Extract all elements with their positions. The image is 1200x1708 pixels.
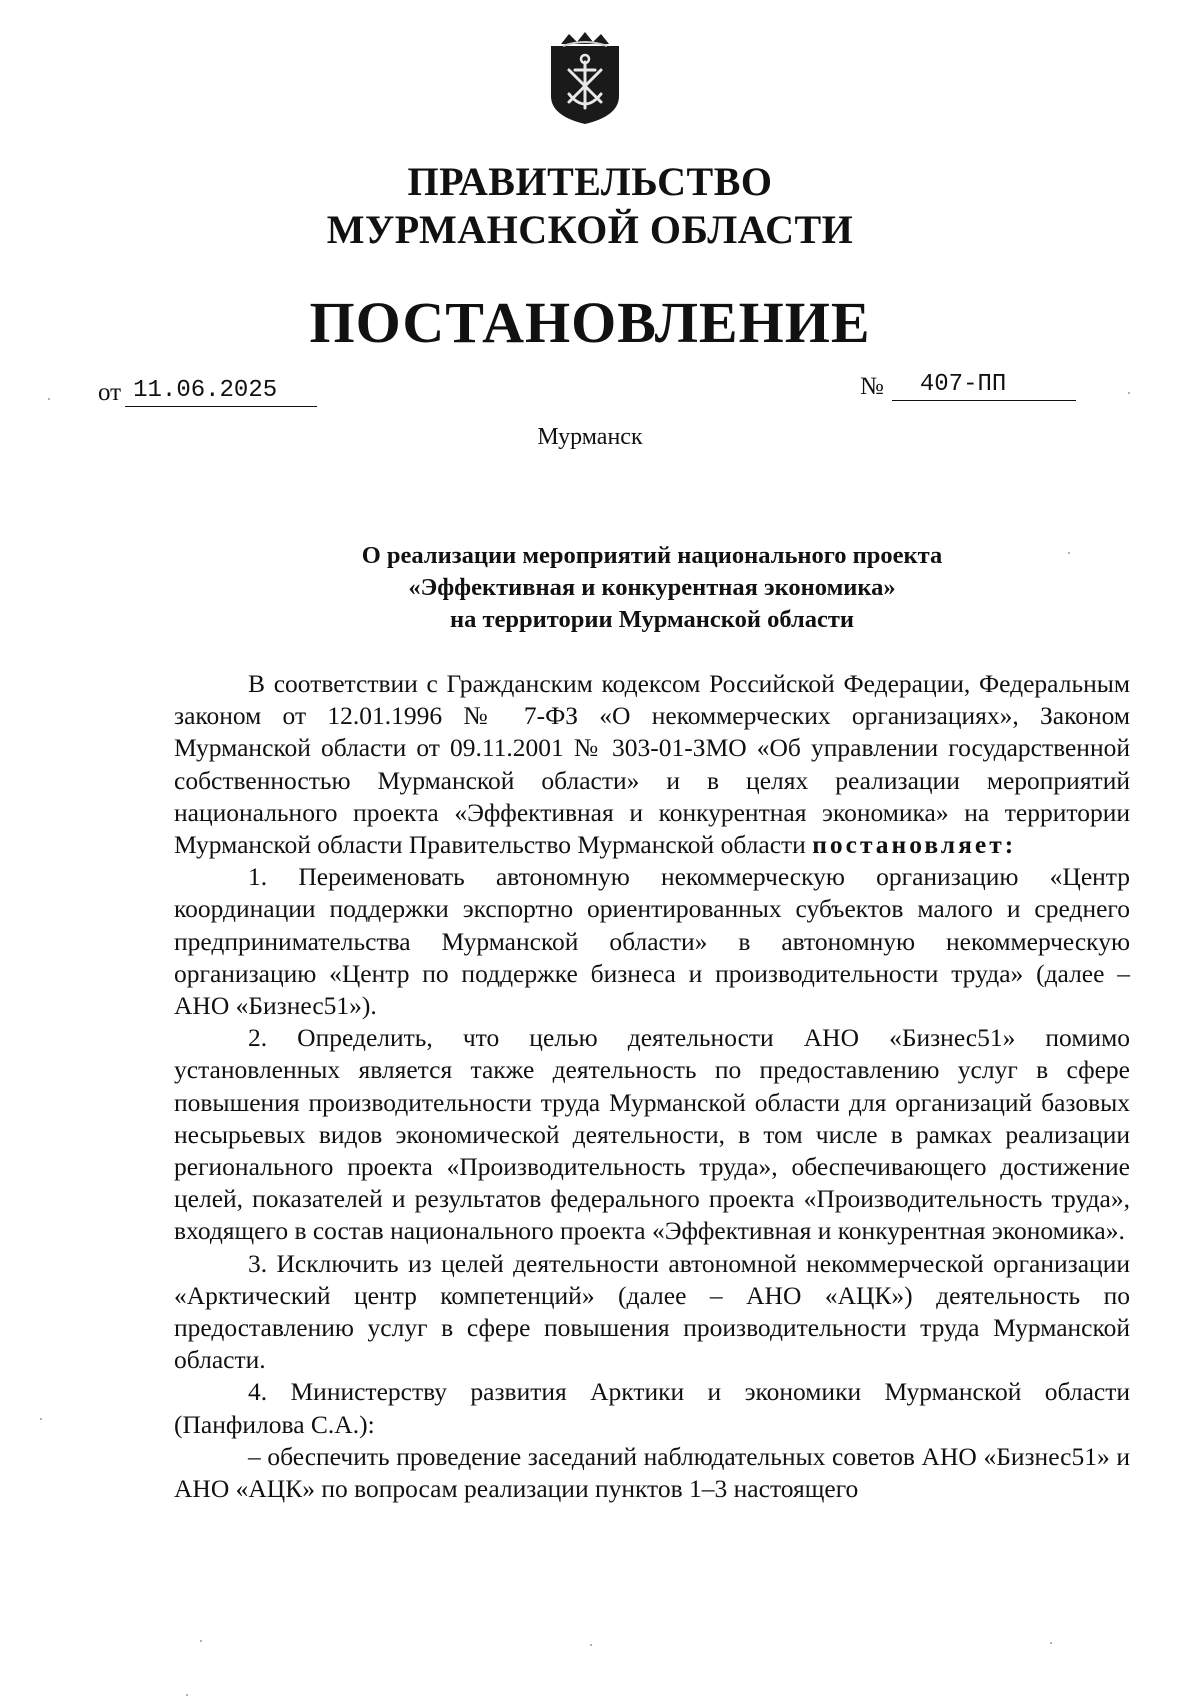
item-3: 3. Исключить из целей деятельности автономной некоммерческой организации «Арктический центр компетенций» (далее – АНО «АЦК») деятельность по предоставлению услуг в сфере повышения производительности труда Мурманской области.: [174, 1248, 1130, 1375]
scan-speck: [1050, 1642, 1052, 1644]
document-subject: [190, 540, 1114, 636]
document-type-title: ПОСТАНОВЛЕНИЕ: [309, 290, 871, 355]
number-value: 407-ПП: [892, 370, 1076, 401]
government-title-line2: МУРМАНСКОЙ ОБЛАСТИ: [326, 207, 854, 252]
subject-line3: на территории Мурманской области: [450, 606, 854, 633]
item-4: 4. Министерству развития Арктики и экономики Мурманской области (Панфилова С.А.):: [174, 1377, 1130, 1439]
scan-speck: [186, 1694, 188, 1696]
date-label: от: [98, 379, 122, 406]
date-field: [98, 376, 317, 407]
number-label: №: [860, 373, 884, 400]
item-4-dash: – обеспечить проведение заседаний наблюдательных советов АНО «Бизнес51» и АНО «АЦК» по вопросам реализации пунктов 1–3 настоящего: [174, 1441, 1130, 1504]
scan-speck: [40, 1418, 42, 1420]
scan-speck: [590, 1644, 592, 1646]
scan-speck: [1068, 552, 1070, 554]
number-field: [860, 370, 1076, 401]
preamble-paragraph: [174, 668, 1130, 861]
date-value: 11.06.2025: [125, 376, 317, 407]
decree-word: постановляет:: [812, 830, 1017, 860]
item-1: 1. Переименовать автономную некоммерческую организацию «Центр координации поддержки экспортно ориентированных субъектов малого и среднего предпринимательства Мурманской области» в автономную некоммерческую организацию «Центр по поддержке бизнеса и производительности труда» (далее – АНО «Бизнес51»).: [174, 862, 1130, 1021]
subject-line2: «Эффективная и конкурентная экономика»: [408, 574, 896, 601]
preamble-text: В соответствии с Гражданским кодексом Российской Федерации, Федеральным законом от 12.01.1996 № 7-ФЗ «О некоммерческих организациях», Законом Мурманской области от 09.11.2001 № 303-01-ЗМО «Об управлении государственной собственностью Мурманской области» и в целях реализации мероприятий национального проекта «Эффективная и конкурентная экономика» на территории Мурманской области Правительство Мурманской области: [174, 669, 1130, 860]
item-2: 2. Определить, что целью деятельности АНО «Бизнес51» помимо установленных является также деятельность по предоставлению услуг в сфере повышения производительности труда Мурманской области для организаций базовых несырьевых видов экономической деятельности, в том числе в рамках реализации регионального проекта «Производительность труда», обеспечивающего достижение целей, показателей и результатов федерального проекта «Производительность труда», входящего в состав национального проекта «Эффективная и конкурентная экономика».: [174, 1023, 1130, 1246]
coat-of-arms-emblem: [547, 30, 623, 126]
subject-line1: О реализации мероприятий национального проекта: [361, 542, 943, 569]
document-body: [174, 668, 1130, 1505]
city-name: Мурманск: [537, 424, 643, 450]
scan-speck: [48, 398, 50, 400]
scan-speck: [1128, 392, 1130, 394]
government-title-line1: ПРАВИТЕЛЬСТВО: [407, 159, 773, 204]
scan-speck: [200, 1640, 202, 1642]
